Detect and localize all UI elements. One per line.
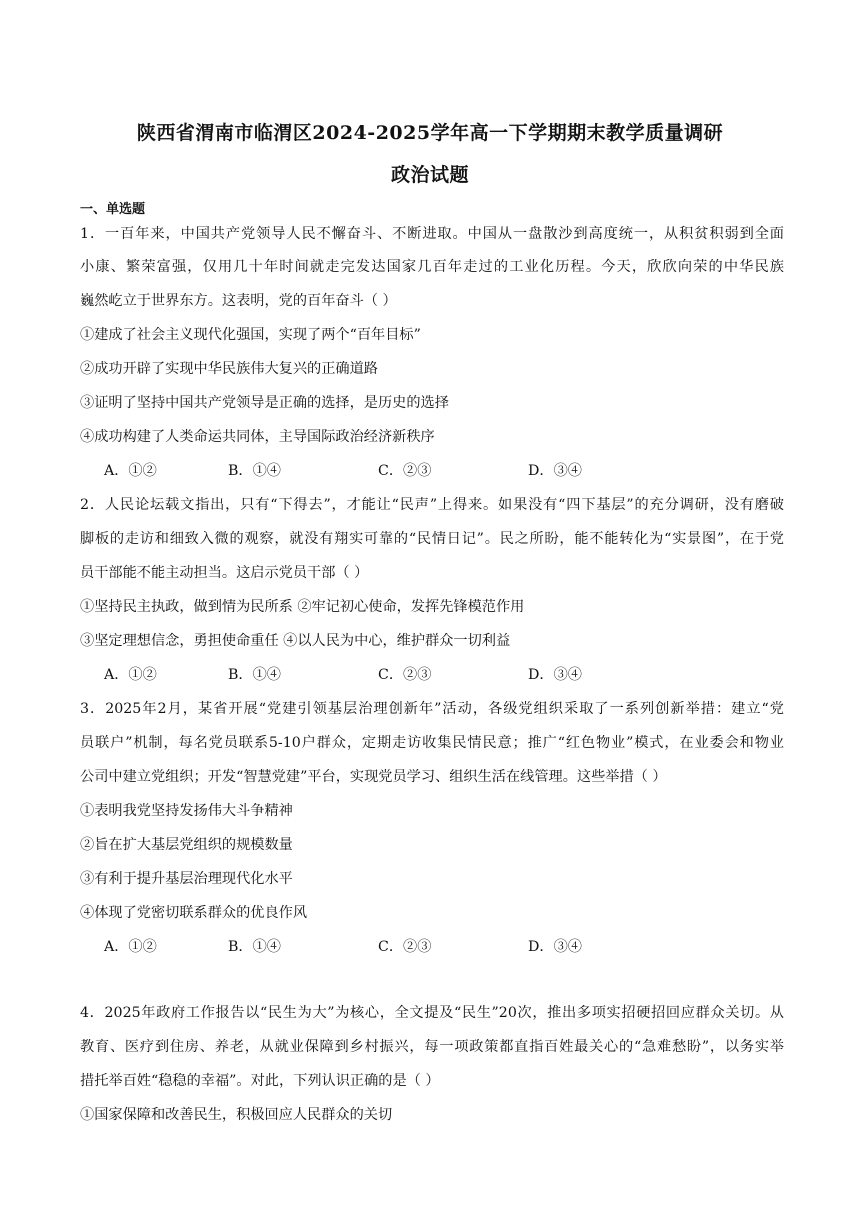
q3-item: ④体现了党密切联系群众的优良作风	[80, 905, 308, 921]
q1-option-a: A．①②	[104, 463, 157, 479]
q3-option-b: B．①④	[228, 939, 281, 955]
q2-option-c: C．②③	[378, 667, 432, 683]
exam-title: 陕西省渭南市临渭区2024-2025学年高一下学期期末教学质量调研	[136, 122, 724, 144]
q2-item: ①坚持民主执政，做到情为民所系 ②牢记初心使命，发挥先锋模范作用	[80, 599, 525, 615]
exam-subtitle: 政治试题	[390, 164, 469, 186]
q1-item: ④成功构建了人类命运共同体，主导国际政治经济新秩序	[80, 429, 435, 445]
q3-item: ②旨在扩大基层党组织的规模数量	[80, 837, 293, 853]
q2-option-d: D．③④	[528, 667, 582, 683]
q1-option-b: B．①④	[228, 463, 281, 479]
q1-stem-line: 巍然屹立于世界东方。这表明，党的百年奋斗（ ）	[80, 293, 397, 309]
q2-option-a: A．①②	[104, 667, 157, 683]
q2-stem-line: 员干部能不能主动担当。这启示党员干部（ ）	[80, 565, 369, 581]
q3-option-d: D．③④	[528, 939, 582, 955]
q3-item: ①表明我党坚持发扬伟大斗争精神	[80, 803, 293, 819]
q4-stem-line: 教育、医疗到住房、养老，从就业保障到乡村振兴，每一项政策都直指百姓最关心的“急难愁盼”，以务实举	[80, 1039, 784, 1055]
q1-stem-line: 1．一百年来，中国共产党领导人民不懈奋斗、不断进取。中国从一盘散沙到高度统一，从积贫积弱到全面	[80, 226, 784, 242]
q2-stem-line: 2．人民论坛载文指出，只有“下得去”，才能让“民声”上得来。如果没有“四下基层”的充分调研，没有磨破	[80, 497, 784, 513]
q3-item: ③有利于提升基层治理现代化水平	[80, 871, 293, 887]
q1-option-c: C．②③	[378, 463, 432, 479]
q2-stem-line: 脚板的走访和细致入微的观察，就没有翔实可靠的“民情日记”。民之所盼，能不能转化为“实景图”，在于党	[80, 531, 784, 547]
q1-item: ①建成了社会主义现代化强国，实现了两个“百年目标”	[80, 327, 421, 343]
q3-stem-line: 3．2025年2月，某省开展“党建引领基层治理创新年”活动，各级党组织采取了一系列创新举措：建立“党	[80, 701, 784, 717]
q3-option-a: A．①②	[104, 939, 157, 955]
q2-option-b: B．①④	[228, 667, 281, 683]
q1-option-d: D．③④	[528, 463, 582, 479]
q3-stem-line: 公司中建立党组织；开发“智慧党建”平台，实现党员学习、组织生活在线管理。这些举措（ ）	[80, 769, 667, 785]
q3-option-c: C．②③	[378, 939, 432, 955]
section-heading: 一、单选题	[80, 202, 146, 217]
q3-stem-line: 员联户”机制，每名党员联系5-10户群众，定期走访收集民情民意；推广“红色物业”模式，在业委会和物业	[80, 735, 784, 751]
q1-item: ②成功开辟了实现中华民族伟大复兴的正确道路	[80, 361, 378, 377]
q4-stem-line: 4．2025年政府工作报告以“民生为大”为核心，全文提及“民生”20次，推出多项实招硬招回应群众关切。从	[80, 1005, 784, 1021]
q1-stem-line: 小康、繁荣富强，仅用几十年时间就走完发达国家几百年走过的工业化历程。今天，欣欣向荣的中华民族	[80, 259, 784, 275]
q1-item: ③证明了坚持中国共产党领导是正确的选择，是历史的选择	[80, 395, 449, 411]
q2-item: ③坚定理想信念，勇担使命重任 ④以人民为中心，维护群众一切利益	[80, 633, 511, 649]
q4-stem-line: 措托举百姓“稳稳的幸福”。对此，下列认识正确的是（ ）	[80, 1073, 440, 1089]
q4-item: ①国家保障和改善民生，积极回应人民群众的关切	[80, 1107, 393, 1123]
